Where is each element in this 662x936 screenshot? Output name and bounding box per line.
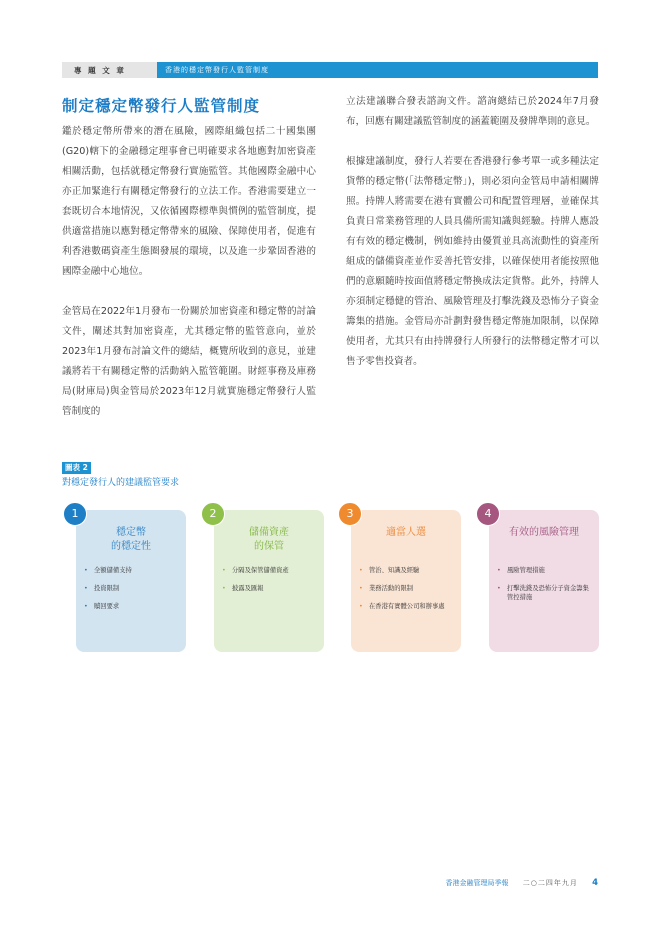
bullet-text: 管治、知識及經驗	[369, 567, 420, 574]
bullet-icon: •	[497, 567, 501, 574]
card-number-badge: 1	[63, 502, 87, 526]
card-number-badge: 3	[338, 502, 362, 526]
page-footer	[446, 878, 599, 888]
card-bullet-item	[497, 584, 593, 602]
card-bullet-item	[497, 566, 593, 575]
card-title	[489, 526, 599, 540]
card-bullet-list	[84, 566, 180, 620]
bullet-icon: •	[84, 567, 88, 574]
card-bullet-item	[359, 602, 455, 611]
requirement-card	[214, 510, 324, 652]
requirement-card	[76, 510, 186, 652]
bullet-text: 分隔及保管儲備資產	[232, 567, 289, 574]
figure-title: 對穩定發行人的建議監管要求	[62, 478, 180, 488]
card-title	[76, 526, 186, 554]
bullet-text: 在香港有實體公司和辦事處	[369, 603, 445, 610]
card-title-line: 儲備資產	[249, 527, 289, 538]
card-number-badge: 2	[201, 502, 225, 526]
paragraph: 金管局在2022年1月發布一份關於加密資產和穩定幣的討論文件，闡述其對加密資產，尤其穩定幣的監管意向，並於2023年1月發布討論文件的總結，概覽所收到的意見，並建議將若干有關穩定幣的活動納入監管範圍。財經事務及庫務局(財庫局)與金管局於2023年12月就實施穩定幣發行人監管制度的	[62, 306, 316, 417]
card-bullet-item	[84, 566, 180, 575]
card-title-line: 的保管	[254, 541, 284, 552]
card-bullet-item	[84, 602, 180, 611]
right-column	[346, 92, 599, 392]
card-number-badge: 4	[476, 502, 500, 526]
card-bullet-item	[359, 566, 455, 575]
bullet-icon: •	[222, 585, 226, 592]
page-number: 4	[592, 878, 598, 888]
bullet-icon: •	[359, 567, 363, 574]
bullet-text: 披露及匯報	[232, 585, 264, 592]
bullet-icon: •	[84, 585, 88, 592]
bullet-icon: •	[359, 603, 363, 610]
card-bullet-item	[84, 584, 180, 593]
running-header	[62, 62, 598, 78]
card-title-line: 的穩定性	[111, 541, 151, 552]
requirement-card	[489, 510, 599, 652]
card-bullet-list	[222, 566, 318, 602]
requirement-card	[351, 510, 461, 652]
bullet-text: 投資限制	[94, 585, 120, 592]
card-bullet-item	[359, 584, 455, 593]
card-bullet-list	[497, 566, 593, 611]
card-bullet-item	[222, 584, 318, 593]
topic-label: 香港的穩定幣發行人監管制度	[157, 62, 598, 78]
bullet-icon: •	[84, 603, 88, 610]
bullet-text: 贖回要求	[94, 603, 120, 610]
bullet-icon: •	[222, 567, 226, 574]
card-bullet-list	[359, 566, 455, 620]
figure-tag: 圖表 2	[62, 462, 91, 474]
bullet-text: 打擊洗錢及恐怖分子資金籌集管控措施	[507, 585, 589, 601]
section-label: 專 題 文 章	[62, 62, 157, 78]
card-title	[214, 526, 324, 554]
bullet-text: 全額儲備支持	[94, 567, 132, 574]
card-bullet-item	[222, 566, 318, 575]
card-title-line: 穩定幣	[116, 527, 146, 538]
paragraph: 鑑於穩定幣所帶來的潛在風險，國際組織包括二十國集團(G20)轄下的金融穩定理事會已明確要求各地應對加密資產相關活動，包括就穩定幣發行實施監管。其他國際金融中心亦正加緊進行有關穩定幣發行的立法工作。香港需要建立一套既切合本地情況，又依循國際標準與慣例的監管制度，提供適當措施以應對穩定幣帶來的風險、保障使用者，促進有利香港數碼資產生態圈發展的環境，以及進一步鞏固香港的國際金融中心地位。	[62, 126, 316, 277]
paragraph: 根據建議制度，發行人若要在香港發行參考單一或多種法定貨幣的穩定幣(「法幣穩定幣」)，則必須向金管局申請相關牌照。持牌人將需要在港有實體公司和配置管理層，並確保其負責日常業務管理的人員具備所需知識與經驗。持牌人應設有有效的穩定機制，例如維持由優質並具高流動性的資產所組成的儲備資產並作妥善托管安排，以確保使用者能按照他們的意願隨時按面值將穩定幣換成法定貨幣。此外，持牌人亦須制定穩健的管治、風險管理及打擊洗錢及恐怖分子資金籌集的措施。金管局亦計劃對發售穩定幣施加限制，以保障使用者，尤其只有由持牌發行人所發行的法幣穩定幣才可以售予零售投資者。	[346, 156, 599, 367]
bullet-icon: •	[497, 585, 501, 592]
bullet-icon: •	[359, 585, 363, 592]
bullet-text: 風險管理措施	[507, 567, 545, 574]
paragraph: 立法建議聯合發表諮詢文件。諮詢總結已於2024年7月發布，回應有關建議監管制度的涵蓋範圍及發牌準則的意見。	[346, 96, 599, 127]
left-column	[62, 122, 316, 442]
card-title	[351, 526, 461, 540]
bullet-text: 業務活動的限制	[369, 585, 414, 592]
card-title-line: 有效的風險管理	[509, 527, 579, 538]
card-title-line: 適當人選	[386, 527, 426, 538]
article-title: 制定穩定幣發行人監管制度	[62, 97, 261, 115]
issue-date: 二○二四年九月	[522, 879, 578, 887]
publication-name: 香港金融管理局季報	[445, 879, 509, 887]
